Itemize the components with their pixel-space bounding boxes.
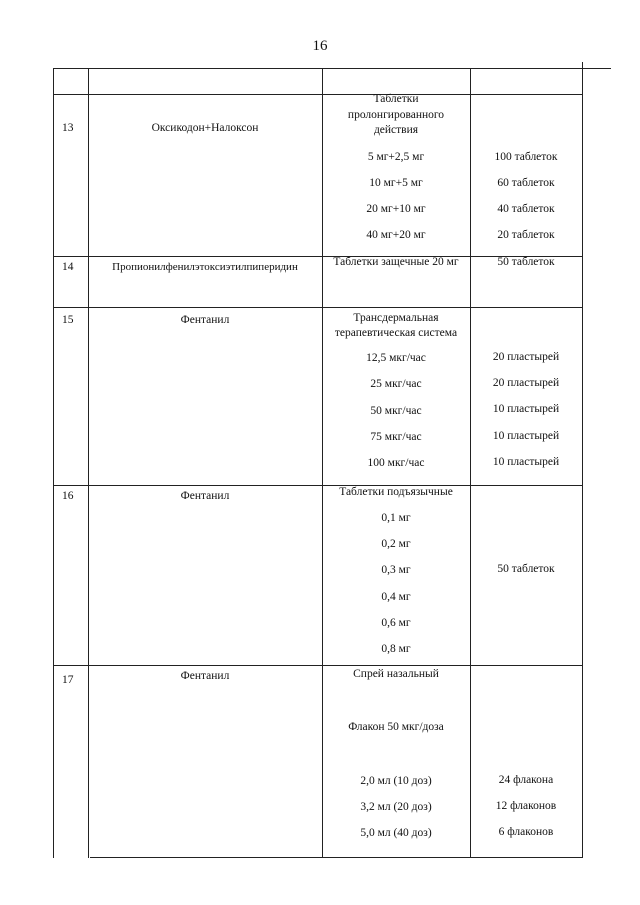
dose: 5,0 мл (40 доз)	[360, 827, 432, 839]
table-border-right	[582, 62, 583, 858]
dose: 0,4 мг	[381, 591, 411, 603]
dose: 40 мг+20 мг	[366, 229, 426, 241]
dose: 0,8 мг	[381, 643, 411, 655]
quantity: 50 таблеток	[497, 256, 555, 268]
header-divider	[53, 94, 582, 95]
quantity: 20 пластырей	[492, 377, 560, 389]
dose: 0,3 мг	[381, 564, 411, 576]
drug-name: Фентанил	[180, 670, 230, 682]
row-number: 14	[62, 261, 74, 273]
table-border-top	[53, 68, 611, 69]
form-line: Спрей назальный	[353, 668, 439, 680]
drug-name: Оксикодон+Налоксон	[151, 122, 259, 134]
quantity: 20 таблеток	[497, 229, 555, 241]
row-number: 17	[62, 674, 74, 686]
row-divider	[53, 485, 582, 486]
dose: 10 мг+5 мг	[369, 177, 423, 189]
dose: 12,5 мкг/час	[366, 352, 426, 364]
form-line: действия	[373, 124, 419, 136]
dose: 0,2 мг	[381, 538, 411, 550]
row-divider	[53, 307, 582, 308]
page-number: 16	[312, 38, 328, 54]
dose: 2,0 мл (10 доз)	[360, 775, 432, 787]
drug-name: Фентанил	[180, 314, 230, 326]
quantity: 10 пластырей	[492, 456, 560, 468]
quantity: 10 пластырей	[492, 430, 560, 442]
dose: 5 мг+2,5 мг	[367, 151, 425, 163]
quantity: 12 флаконов	[495, 800, 557, 812]
dose: 0,1 мг	[381, 512, 411, 524]
row-number: 15	[62, 314, 74, 326]
form-line: пролонгированного	[347, 109, 445, 121]
drug-name: Пропионилфенилэтоксиэтилпиперидин	[112, 261, 298, 273]
dose: 50 мкг/час	[370, 405, 422, 417]
dose: 75 мкг/час	[370, 431, 422, 443]
quantity: 20 пластырей	[492, 351, 560, 363]
table-border-left	[53, 68, 54, 858]
dose: 100 мкг/час	[367, 457, 425, 469]
quantity: 100 таблеток	[494, 151, 558, 163]
quantity: 60 таблеток	[497, 177, 555, 189]
dose: 25 мкг/час	[370, 378, 422, 390]
dose: 20 мг+10 мг	[366, 203, 426, 215]
quantity: 10 пластырей	[492, 403, 560, 415]
table-border-bottom	[90, 857, 582, 858]
row-number: 13	[62, 122, 74, 134]
dose: Флакон 50 мкг/доза	[348, 721, 444, 733]
form-line: терапевтическая система	[334, 327, 458, 339]
column-divider	[88, 68, 89, 858]
quantity: 40 таблеток	[497, 203, 555, 215]
dose: 3,2 мл (20 доз)	[360, 801, 432, 813]
form-line: Таблетки защечные 20 мг	[333, 256, 459, 268]
row-number: 16	[62, 490, 74, 502]
form-line: Таблетки подъязычные	[339, 486, 453, 498]
row-divider	[53, 665, 582, 666]
drug-name: Фентанил	[180, 490, 230, 502]
quantity: 6 флаконов	[498, 826, 554, 838]
quantity: 24 флакона	[498, 774, 554, 786]
dose: 0,6 мг	[381, 617, 411, 629]
form-line: Трансдермальная	[353, 312, 439, 324]
form-line: Таблетки	[373, 93, 419, 105]
quantity: 50 таблеток	[497, 563, 555, 575]
